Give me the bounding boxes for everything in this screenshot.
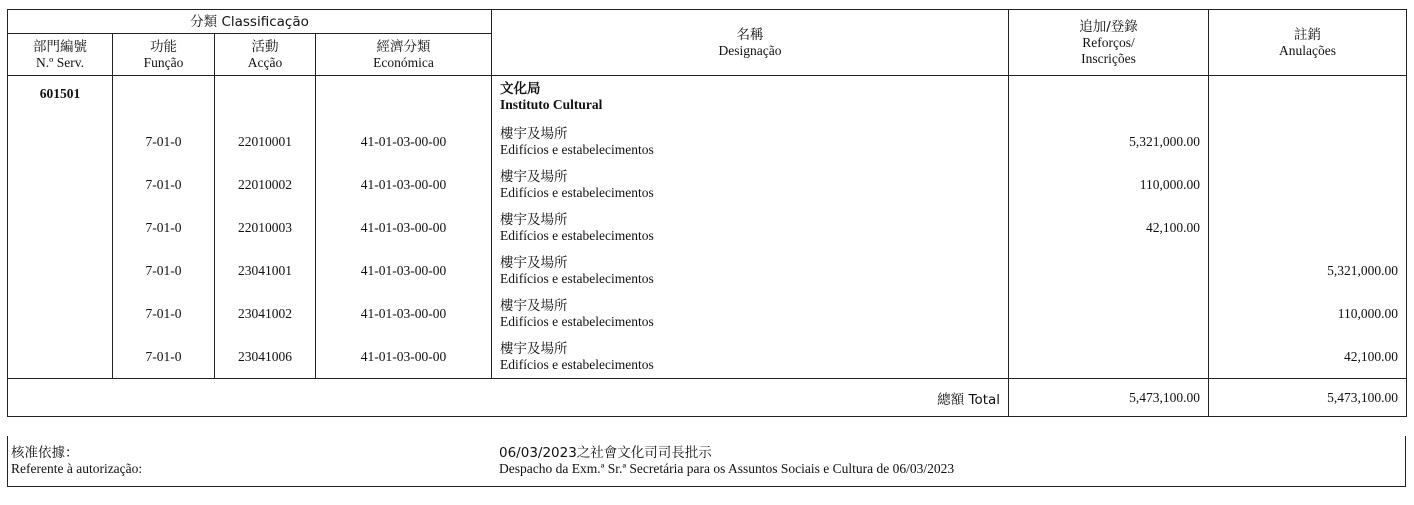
designation-zh: 樓宇及場所	[500, 169, 568, 185]
department-name-zh: 文化局	[500, 81, 541, 97]
economic-header-zh: 經濟分類	[376, 38, 431, 55]
annulment-cell	[1209, 207, 1407, 250]
designation-header	[492, 10, 1009, 76]
department-code-cell	[8, 76, 113, 121]
annulment-header	[1209, 10, 1407, 76]
department-code: 601501	[39, 86, 81, 101]
reinforcement-header	[1009, 10, 1209, 76]
table-row	[8, 121, 1407, 164]
annulment-cell: 42,100.00	[1209, 336, 1407, 379]
empty-cell	[215, 76, 316, 121]
total-row	[8, 379, 1407, 417]
designation-cell	[492, 121, 1009, 164]
action-cell: 22010002	[215, 164, 316, 207]
annulment-cell: 5,321,000.00	[1209, 250, 1407, 293]
reinforcement-cell	[1009, 293, 1209, 336]
designation-pt: Edifícios e estabelecimentos	[500, 356, 654, 372]
designation-pt: Edifícios e estabelecimentos	[500, 142, 654, 157]
total-annulment: 5,473,100.00	[1209, 379, 1407, 417]
economic-cell: 41-01-03-00-00	[316, 250, 492, 293]
annulment-cell	[1209, 164, 1407, 207]
reinforcement-header-pt2: Inscrições	[1081, 50, 1136, 66]
action-cell: 23041001	[215, 250, 316, 293]
designation-pt: Edifícios e estabelecimentos	[500, 271, 654, 286]
economic-cell: 41-01-03-00-00	[316, 293, 492, 336]
reinforcement-cell	[1009, 336, 1209, 379]
reinforcement-cell: 42,100.00	[1009, 207, 1209, 250]
authorization-text-zh: 06/03/2023之社會文化司司長批示	[499, 445, 712, 461]
designation-cell	[492, 293, 1009, 336]
department-name-pt: Instituto Cultural	[500, 97, 603, 112]
total-label: 總額 Total	[937, 391, 1001, 408]
function-header-pt: Função	[143, 54, 184, 70]
designation-zh: 樓宇及場所	[500, 340, 568, 357]
empty-cell	[8, 164, 113, 207]
designation-zh: 樓宇及場所	[500, 212, 568, 228]
service-header	[8, 34, 113, 76]
table-row	[8, 207, 1407, 250]
function-header	[113, 34, 215, 76]
function-cell: 7-01-0	[113, 293, 215, 336]
annulment-cell	[1209, 121, 1407, 164]
table-row	[8, 336, 1407, 379]
authorization-label-pt: Referente à autorização:	[11, 461, 143, 476]
authorization-labels	[11, 446, 142, 476]
reinforcement-cell	[1009, 250, 1209, 293]
designation-pt: Edifícios e estabelecimentos	[500, 228, 654, 243]
designation-cell	[492, 207, 1009, 250]
designation-zh: 樓宇及場所	[500, 126, 568, 142]
total-reinforcement: 5,473,100.00	[1009, 379, 1209, 417]
empty-cell	[113, 76, 215, 121]
economic-cell: 41-01-03-00-00	[316, 336, 492, 379]
function-cell: 7-01-0	[113, 121, 215, 164]
function-cell: 7-01-0	[113, 164, 215, 207]
department-name-cell	[492, 76, 1009, 121]
designation-zh: 樓宇及場所	[500, 255, 568, 271]
authorization-section	[7, 436, 1406, 487]
empty-cell	[1209, 76, 1407, 121]
total-label-cell	[8, 379, 1009, 417]
annulment-header-zh: 註銷	[1294, 26, 1322, 43]
annulment-header-pt: Anulações	[1279, 42, 1337, 58]
reinforcement-header-pt1: Reforços/	[1082, 34, 1135, 50]
empty-cell	[316, 76, 492, 121]
action-cell: 22010003	[215, 207, 316, 250]
action-header-pt: Acção	[247, 54, 283, 70]
classification-header	[8, 10, 492, 34]
empty-cell	[8, 250, 113, 293]
designation-header-zh: 名稱	[736, 26, 764, 43]
designation-pt: Edifícios e estabelecimentos	[500, 185, 654, 200]
empty-cell	[8, 207, 113, 250]
economic-header-pt: Económica	[373, 54, 434, 70]
table-row	[8, 293, 1407, 336]
designation-cell	[492, 164, 1009, 207]
economic-cell: 41-01-03-00-00	[316, 121, 492, 164]
budget-table	[7, 9, 1407, 417]
economic-cell: 41-01-03-00-00	[316, 164, 492, 207]
empty-cell	[8, 121, 113, 164]
reinforcement-cell: 110,000.00	[1009, 164, 1209, 207]
department-row	[8, 76, 1407, 121]
economic-header	[316, 34, 492, 76]
table-row	[8, 164, 1407, 207]
table-row	[8, 250, 1407, 293]
authorization-text-pt: Despacho da Exm.ª Sr.ª Secretária para os Assuntos Sociais e Cultura de 06/03/2023	[499, 461, 955, 476]
action-header	[215, 34, 316, 76]
service-header-pt: N.º Serv.	[36, 54, 84, 70]
authorization-label-zh: 核准依據：	[11, 445, 79, 461]
empty-cell	[1009, 76, 1209, 121]
annulment-cell: 110,000.00	[1209, 293, 1407, 336]
service-header-zh: 部門編號	[33, 38, 87, 55]
action-cell: 23041002	[215, 293, 316, 336]
reinforcement-header-zh: 追加/登錄	[1079, 18, 1138, 35]
action-header-zh: 活動	[251, 38, 279, 55]
authorization-texts	[499, 446, 954, 476]
designation-zh: 樓宇及場所	[500, 298, 568, 314]
function-cell: 7-01-0	[113, 207, 215, 250]
empty-cell	[8, 293, 113, 336]
reinforcement-cell: 5,321,000.00	[1009, 121, 1209, 164]
designation-cell	[492, 336, 1009, 379]
function-cell: 7-01-0	[113, 250, 215, 293]
function-header-zh: 功能	[150, 38, 177, 55]
classification-label: 分類 Classificação	[190, 13, 309, 30]
designation-cell	[492, 250, 1009, 293]
economic-cell: 41-01-03-00-00	[316, 207, 492, 250]
function-cell: 7-01-0	[113, 336, 215, 379]
action-cell: 22010001	[215, 121, 316, 164]
action-cell: 23041006	[215, 336, 316, 379]
designation-header-pt: Designação	[718, 42, 782, 58]
empty-cell	[8, 336, 113, 379]
designation-pt: Edifícios e estabelecimentos	[500, 314, 654, 329]
